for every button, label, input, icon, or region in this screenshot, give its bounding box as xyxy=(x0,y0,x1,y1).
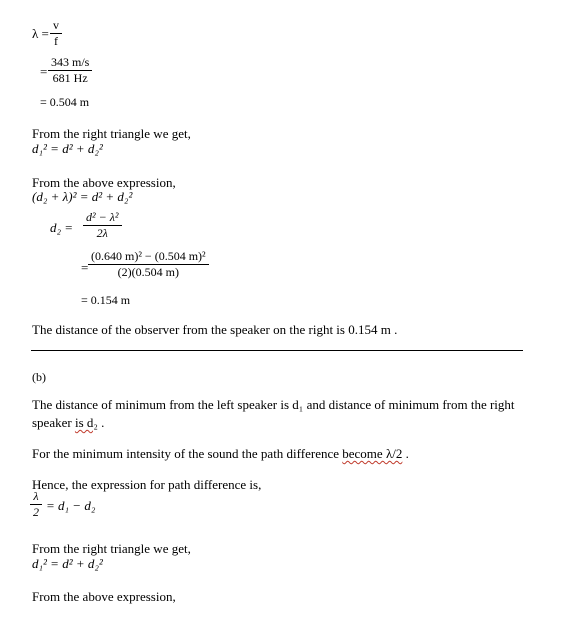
lambda-half-numerator: λ xyxy=(30,489,42,505)
d2-numerator: d² − λ² xyxy=(83,210,122,226)
equals-sign-1: = xyxy=(40,64,48,79)
equation-pythagoras-1: d₁² = d² + d₂² xyxy=(32,141,103,156)
equals-sign-2: = xyxy=(81,260,89,275)
frequency-value: 681 Hz xyxy=(52,71,88,85)
text-period-2: . xyxy=(402,446,409,461)
equation-d2-lhs: d₂ = xyxy=(50,220,74,235)
paragraph-right-triangle-1: From the right triangle we get, xyxy=(32,126,191,141)
wavelength-fraction xyxy=(50,18,62,49)
paragraph-above-expression-2: From the above expression, xyxy=(32,589,176,604)
conclusion-part-a: The distance of the observer from the speaker on the right is 0.154 m . xyxy=(32,322,398,337)
wavelength-lhs: λ = xyxy=(32,26,49,41)
paragraph-minimum-distance-line1: The distance of minimum from the left speaker is d₁ and distance of minimum from the right xyxy=(32,397,515,412)
d2-fraction xyxy=(83,210,122,241)
paragraph-minimum-distance-line2 xyxy=(32,415,104,431)
path-difference-rhs: = d₁ − d₂ xyxy=(46,498,96,513)
paragraph-right-triangle-2: From the right triangle we get, xyxy=(32,541,191,556)
speed-over-frequency-fraction xyxy=(48,55,92,86)
text-speaker: speaker xyxy=(32,415,75,430)
paragraph-minimum-intensity xyxy=(32,446,409,462)
paragraph-above-expression-1: From the above expression, xyxy=(32,175,176,190)
speed-value: 343 m/s xyxy=(48,55,92,71)
d2-denominator: 2λ xyxy=(96,226,108,240)
equation-path-sum: (d₂ + λ)² = d² + d₂² xyxy=(32,189,133,204)
lambda-half-fraction xyxy=(30,489,42,520)
substitution-fraction xyxy=(88,249,209,280)
text-period: . xyxy=(97,415,105,430)
spell-flag-is-d2: is d₂ xyxy=(74,415,98,430)
text-min-intensity: For the minimum intensity of the sound the path difference xyxy=(32,446,343,461)
wavelength-result: = 0.504 m xyxy=(40,95,90,109)
lambda-half-denominator: 2 xyxy=(33,505,39,519)
paragraph-path-difference: Hence, the expression for path difference is, xyxy=(32,477,262,492)
wavelength-numerator: v xyxy=(50,18,62,34)
substitution-denominator: (2)(0.504 m) xyxy=(117,265,179,279)
section-divider xyxy=(31,350,523,351)
part-b-label: (b) xyxy=(32,370,46,384)
substitution-numerator: (0.640 m)² − (0.504 m)² xyxy=(88,249,209,265)
equation-pythagoras-2: d₁² = d² + d₂² xyxy=(32,556,103,571)
d2-result: = 0.154 m xyxy=(81,293,131,307)
spell-flag-become: become λ/2 xyxy=(342,446,403,461)
wavelength-denominator: f xyxy=(54,34,58,48)
